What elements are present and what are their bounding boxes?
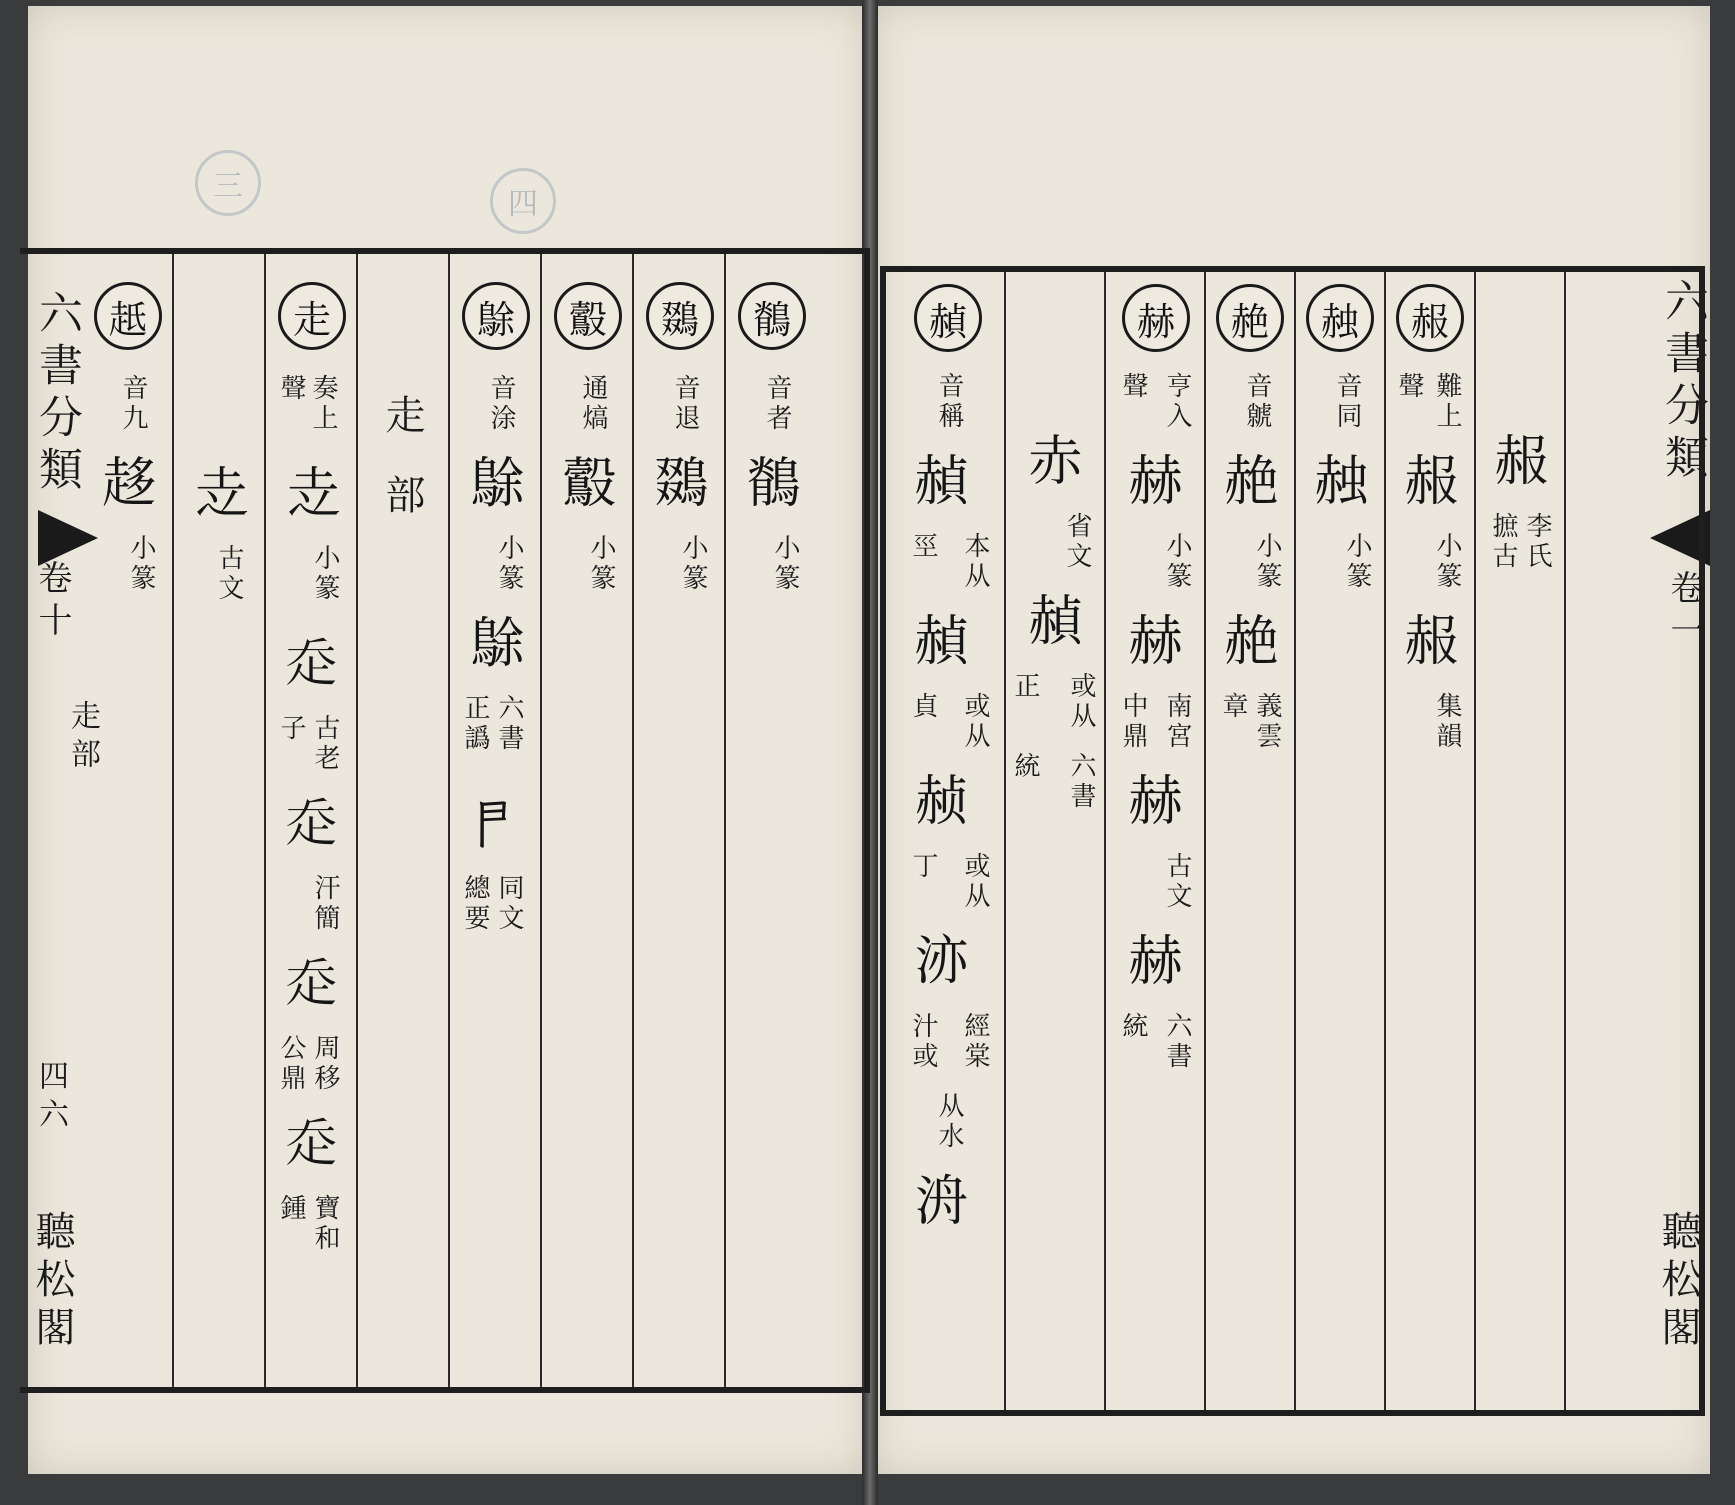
reading-note: 聲 (1394, 372, 1424, 402)
seal-glyph: 赫 (1120, 772, 1183, 830)
source-note: 統 (1010, 752, 1040, 782)
left-col-4 (356, 254, 450, 1387)
script-label: 小篆 (1432, 532, 1462, 592)
seal-glyph: 鵽 (646, 454, 709, 512)
seal-glyph: 赬 (1020, 592, 1083, 650)
source-note: 南宮 (1162, 692, 1192, 752)
reading-note: 音虩 (1242, 372, 1272, 432)
seal-glyph: 赬 (906, 452, 969, 510)
source-note: 正 (1010, 672, 1040, 702)
script-label: 小篆 (586, 534, 616, 594)
script-label: 小篆 (678, 534, 708, 594)
left-radical: 走部 (65, 700, 100, 776)
source-note: 从水 (934, 1092, 964, 1152)
seal-glyph: 洀 (906, 1172, 969, 1230)
right-col-7 (1474, 272, 1566, 1410)
entry-head-circle: 赬 (914, 284, 982, 352)
source-note: 周移 (310, 1034, 340, 1094)
left-col-2 (172, 254, 266, 1387)
reading-note: 難上 (1432, 372, 1462, 432)
reading-note: 聲 (276, 374, 306, 404)
seal-glyph: 赱 (278, 464, 341, 522)
source-note: 貞 (908, 692, 938, 722)
entry-head-circle: 赨 (1306, 284, 1374, 352)
right-text-frame (880, 266, 1705, 1416)
source-note: 或从 (1066, 672, 1096, 732)
right-col-2 (1004, 272, 1106, 1410)
seal-glyph: 赧 (1486, 432, 1549, 490)
right-col-5 (1294, 272, 1386, 1410)
entry-head-circle: 赿 (94, 282, 162, 350)
seal-glyph: 𧺆 (278, 1114, 341, 1172)
source-note: 摭古 (1488, 512, 1518, 572)
entry-head-circle: 走 (278, 282, 346, 350)
entry-head-circle: 赧 (1396, 284, 1464, 352)
reading-note: 聲 (1118, 372, 1148, 402)
left-volume: 卷十 (32, 560, 72, 644)
left-col-3 (264, 254, 358, 1387)
right-publisher: 聽松閣 (1655, 1210, 1701, 1354)
seal-glyph: 鵌 (462, 454, 525, 512)
source-note: 寶和 (310, 1194, 340, 1254)
seal-glyph: 赧 (1396, 612, 1459, 670)
script-label: 古文 (1162, 852, 1192, 912)
script-label: 小篆 (1162, 532, 1192, 592)
source-note: 統 (1118, 1012, 1148, 1042)
seal-glyph: 趍 (94, 454, 157, 512)
seal-glyph: 𧺆 (278, 954, 341, 1012)
seal-glyph: 𠁣 (462, 794, 525, 852)
entry-head-circle: 鶺 (738, 282, 806, 350)
source-note: 巠 (908, 532, 938, 562)
source-note: 六書 (1162, 1012, 1192, 1072)
entry-head-circle: 鷇 (554, 282, 622, 350)
right-col-6 (1384, 272, 1476, 1410)
seal-glyph: 鶺 (738, 454, 801, 512)
right-volume: 卷一 (1664, 570, 1704, 654)
seal-glyph: 赤 (1020, 432, 1083, 490)
seal-glyph: 赩 (1216, 452, 1279, 510)
left-col-7 (632, 254, 726, 1387)
source-note: 中鼎 (1118, 692, 1148, 752)
script-label: 小篆 (1342, 532, 1372, 592)
script-label: 小篆 (1252, 532, 1282, 592)
source-note: 六書 (494, 694, 524, 754)
reading-note: 音九 (118, 374, 148, 434)
source-note: 或从 (960, 852, 990, 912)
entry-head-circle: 赩 (1216, 284, 1284, 352)
script-label: 小篆 (494, 534, 524, 594)
source-note: 丁 (908, 852, 938, 882)
seal-glyph: 洂 (906, 932, 969, 990)
right-col-4 (1204, 272, 1296, 1410)
reading-note: 音涂 (486, 374, 516, 434)
script-label: 小篆 (310, 544, 340, 604)
entry-head-circle: 鵽 (646, 282, 714, 350)
reading-note: 音退 (670, 374, 700, 434)
source-note: 汗簡 (310, 874, 340, 934)
ghost-seal-left-2 (490, 168, 556, 234)
source-note: 子 (276, 714, 306, 744)
source-note: 六書 (1066, 752, 1096, 812)
source-note: 李氏 (1522, 512, 1552, 572)
left-col-8 (724, 254, 816, 1387)
source-note: 汁或 (908, 1012, 938, 1072)
left-text-frame (20, 248, 870, 1393)
reading-note: 奏上 (308, 374, 338, 434)
source-note: 正譌 (460, 694, 490, 754)
left-col-6 (540, 254, 634, 1387)
right-edge-title: 六書分類 (1657, 278, 1708, 486)
left-col-1 (80, 254, 174, 1387)
seal-glyph: 鵌 (462, 614, 525, 672)
seal-glyph: 赫 (1120, 452, 1183, 510)
seal-glyph: 赨 (1306, 452, 1369, 510)
reading-note: 音者 (762, 374, 792, 434)
ghost-seal-left-1 (195, 150, 261, 216)
left-edge-title: 六書分類 (31, 290, 82, 498)
source-note: 或从 (960, 692, 990, 752)
script-label: 省文 (1062, 512, 1092, 572)
radical-heading: 部 (379, 474, 425, 518)
entry-head-circle: 鵌 (462, 282, 530, 350)
seal-glyph: 𧺆 (278, 794, 341, 852)
script-label: 小篆 (126, 534, 156, 594)
seal-glyph: 赩 (1216, 612, 1279, 670)
left-col-5 (448, 254, 542, 1387)
source-note: 集韻 (1432, 692, 1462, 752)
source-note: 鍾 (276, 1194, 306, 1224)
script-label: 古文 (214, 544, 244, 604)
entry-head-circle: 赫 (1122, 284, 1190, 352)
reading-note: 音稱 (934, 372, 964, 432)
seal-glyph: 𧺆 (278, 634, 341, 692)
seal-glyph: 赪 (906, 772, 969, 830)
reading-note: 通熇 (578, 374, 608, 434)
source-note: 公鼎 (276, 1034, 306, 1094)
seal-glyph: 赧 (1396, 452, 1459, 510)
reading-note: 亨入 (1162, 372, 1192, 432)
source-note: 本从 (960, 532, 990, 592)
left-publisher: 聽松閣 (29, 1210, 75, 1354)
radical-heading: 走 (379, 394, 425, 464)
ghost-seal-text: 三 (213, 169, 243, 204)
source-note: 經棠 (960, 1012, 990, 1072)
seal-glyph: 赫 (1120, 612, 1183, 670)
source-note: 總要 (460, 874, 490, 934)
reading-note: 音同 (1332, 372, 1362, 432)
ghost-seal-text: 四 (508, 187, 538, 222)
source-note: 義雲 (1252, 692, 1282, 752)
seal-glyph: 赬 (906, 612, 969, 670)
right-col-1 (886, 272, 1006, 1410)
right-col-3 (1104, 272, 1206, 1410)
source-note: 同文 (494, 874, 524, 934)
source-note: 章 (1218, 692, 1248, 722)
seal-glyph: 赫 (1120, 932, 1183, 990)
seal-glyph: 赱 (186, 464, 249, 522)
source-note: 古老 (310, 714, 340, 774)
script-label: 小篆 (770, 534, 800, 594)
left-page-number: 四六 (33, 1060, 68, 1136)
seal-glyph: 鷇 (554, 454, 617, 512)
